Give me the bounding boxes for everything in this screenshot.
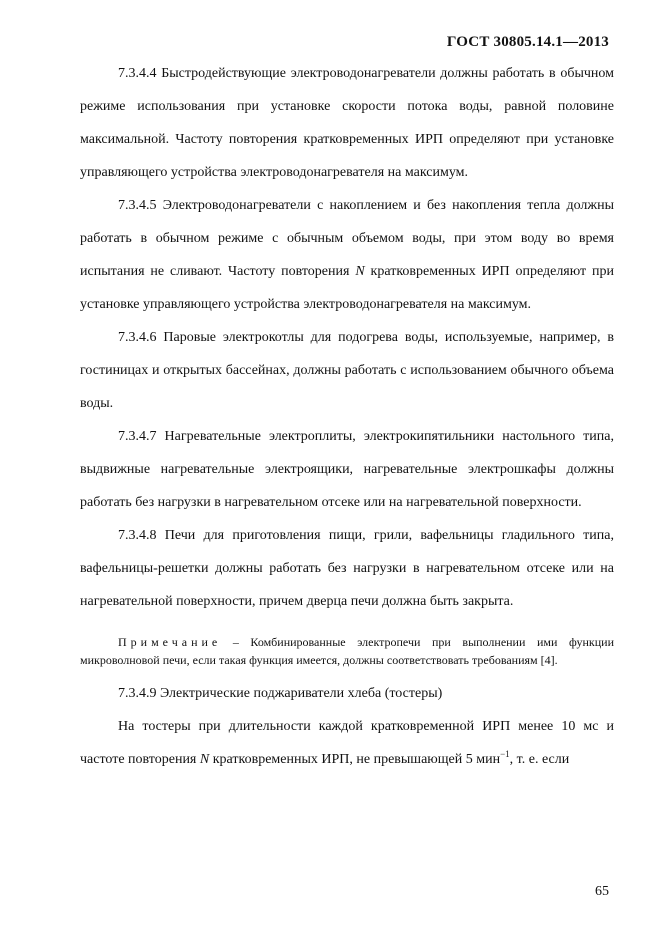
- paragraph-text: кратковременных ИРП, не превышающей 5 мин: [209, 752, 501, 767]
- document-header: ГОСТ 30805.14.1—2013: [446, 34, 609, 50]
- paragraph-7-3-4-4: 7.3.4.4 Быстродействующие электроводонагреватели должны работать в обычном режиме использования при установке скорости потока воды, равной половине максимальной. Частоту повторения кратковременных ИРП определяют при установке управляющего устройства электроводонагревателя на максимум.: [80, 66, 614, 180]
- paragraph-toasters: [80, 710, 614, 776]
- paragraph-7-3-4-6: 7.3.4.6 Паровые электрокотлы для подогрева воды, используемые, например, в гостиницах и открытых бассейнах, должны работать с использованием обычного объема воды.: [80, 330, 614, 411]
- page-number: 65: [595, 884, 609, 899]
- paragraph-7-3-4-8: 7.3.4.8 Печи для приготовления пищи, грили, вафельницы гладильного типа, вафельницы-решетки должны работать без нагрузки в нагревательном отсеке или на нагревательной поверхности, причем дверца печи должна быть закрыта.: [80, 528, 614, 609]
- paragraph-text: На тостеры при длительности каждой кратковременной ИРП менее 10 мс и частоте повторения: [80, 719, 614, 767]
- symbol-n: N: [199, 752, 210, 767]
- note-text: – Комбинированные электропечи при выполнении ими функции микроволновой печи, если такая функция имеется, должны соответствовать требованиям [4].: [80, 635, 614, 667]
- paragraph-text: кратковременных ИРП определяют при установке управляющего устройства электроводонагревателя на максимум.: [80, 264, 614, 312]
- document-body: [80, 57, 614, 776]
- paragraph-text: , т. е. если: [509, 752, 570, 767]
- paragraph-7-3-4-9: 7.3.4.9 Электрические поджариватели хлеба (тостеры): [118, 686, 443, 701]
- paragraph-text: 7.3.4.5 Электроводонагреватели с накоплением и без накопления тепла должны работать в обычном режиме с обычным объемом воды, при этом воду во время испытания не сливают. Частоту повторения: [80, 198, 614, 279]
- symbol-n: N: [355, 264, 365, 279]
- exponent: −1: [500, 749, 510, 759]
- note-label: Примечание: [118, 635, 222, 649]
- paragraph-7-3-4-7: 7.3.4.7 Нагревательные электроплиты, электрокипятильники настольного типа, выдвижные нагревательные электроящики, нагревательные электрошкафы должны работать без нагрузки в нагревательном отсеке или на нагревательной поверхности.: [80, 429, 614, 510]
- paragraph-7-3-4-5: [80, 189, 614, 321]
- note: [80, 618, 614, 677]
